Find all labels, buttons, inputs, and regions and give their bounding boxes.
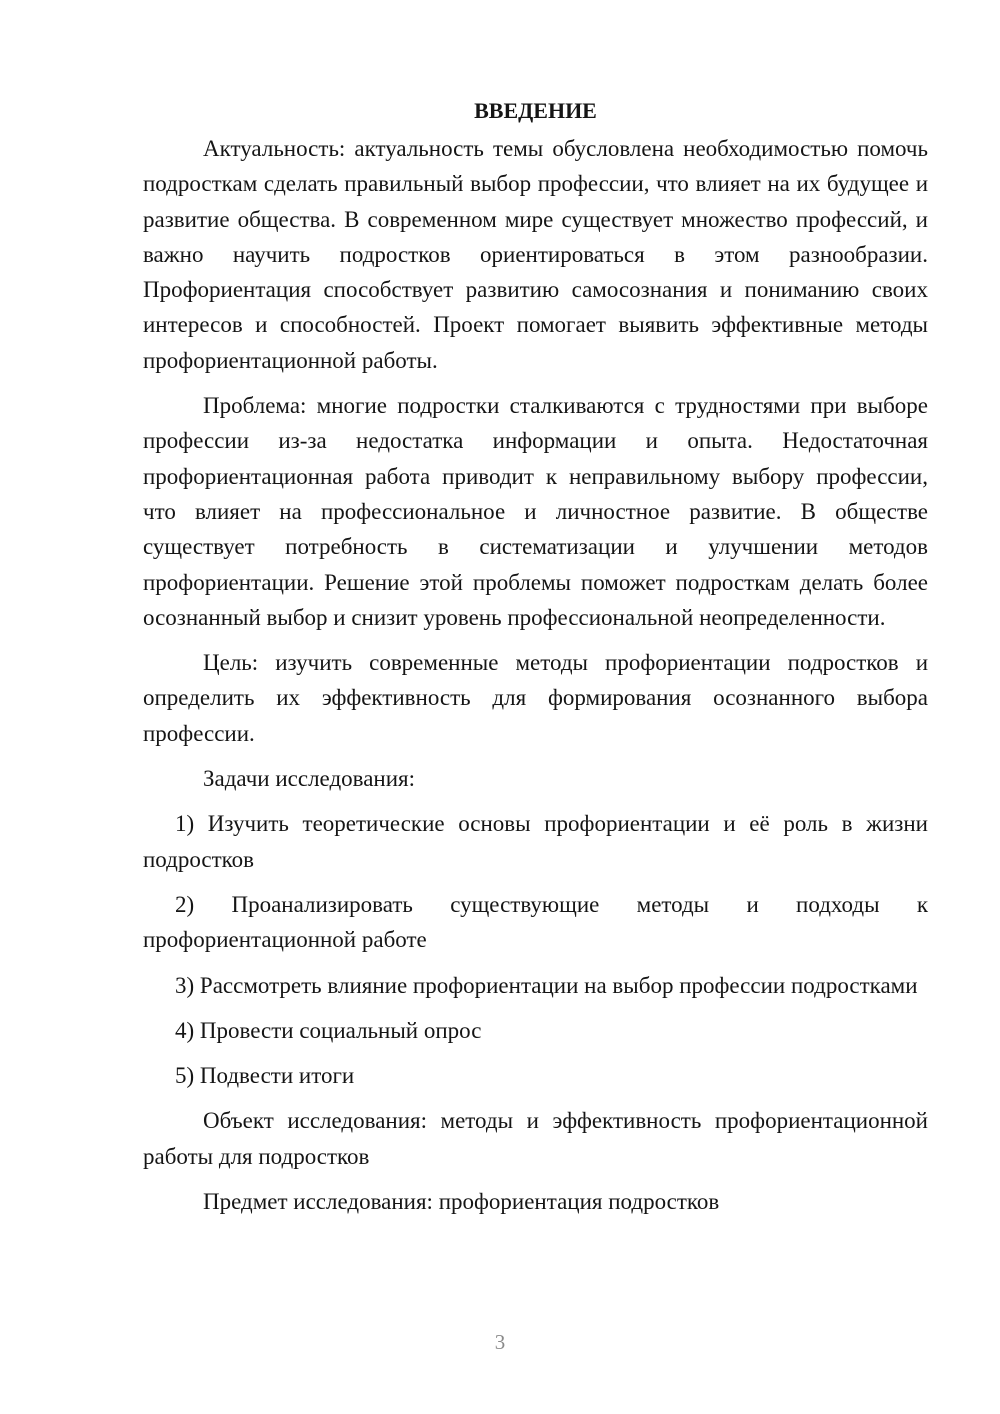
page-number: 3 bbox=[494, 1330, 506, 1354]
task-item: 3) Рассмотреть влияние профориентации на выбор профессии подростками bbox=[175, 972, 918, 998]
goal-paragraph: Цель: изучить современные методы профориентации подростков и определить их эффективность для формирования осознанного выбора профессии. bbox=[143, 650, 928, 746]
relevance-paragraph: Актуальность: актуальность темы обусловлена необходимостью помочь подросткам сделать правильный выбор профессии, что влияет на их будущее и развитие общества. В современном мире существует множество профессий, и важно научить подростков ориентироваться в этом разнообразии. Профориентация способствует развитию самосознания и пониманию своих интересов и способностей. Проект помогает выявить эффективные методы профориентационной работы. bbox=[143, 136, 928, 373]
document-page bbox=[143, 93, 928, 1353]
task-item: 1) Изучить теоретические основы профориентации и её роль в жизни подростков bbox=[143, 811, 928, 872]
page-title: ВВЕДЕНИЕ bbox=[474, 98, 597, 123]
task-item: 4) Провести социальный опрос bbox=[175, 1017, 482, 1043]
tasks-heading: Задачи исследования: bbox=[203, 766, 416, 792]
task-item: 2) Проанализировать существующие методы и подходы к профориентационной работе bbox=[143, 891, 928, 953]
research-object-paragraph: Объект исследования: методы и эффективность профориентационной работы для подростков bbox=[143, 1108, 928, 1169]
problem-paragraph: Проблема: многие подростки сталкиваются с трудностями при выборе профессии из-за недостатка информации и опыта. Недостаточная профориентационная работа приводит к неправильному выбору профессии, что влияет на профессиональное и личностное развитие. В обществе существует потребность в систематизации и улучшении методов профориентации. Решение этой проблемы поможет подросткам делать более осознанный выбор и снизит уровень профессиональной неопределенности. bbox=[143, 393, 928, 630]
task-item: 5) Подвести итоги bbox=[175, 1063, 355, 1089]
research-subject-paragraph: Предмет исследования: профориентация подростков bbox=[203, 1189, 720, 1215]
